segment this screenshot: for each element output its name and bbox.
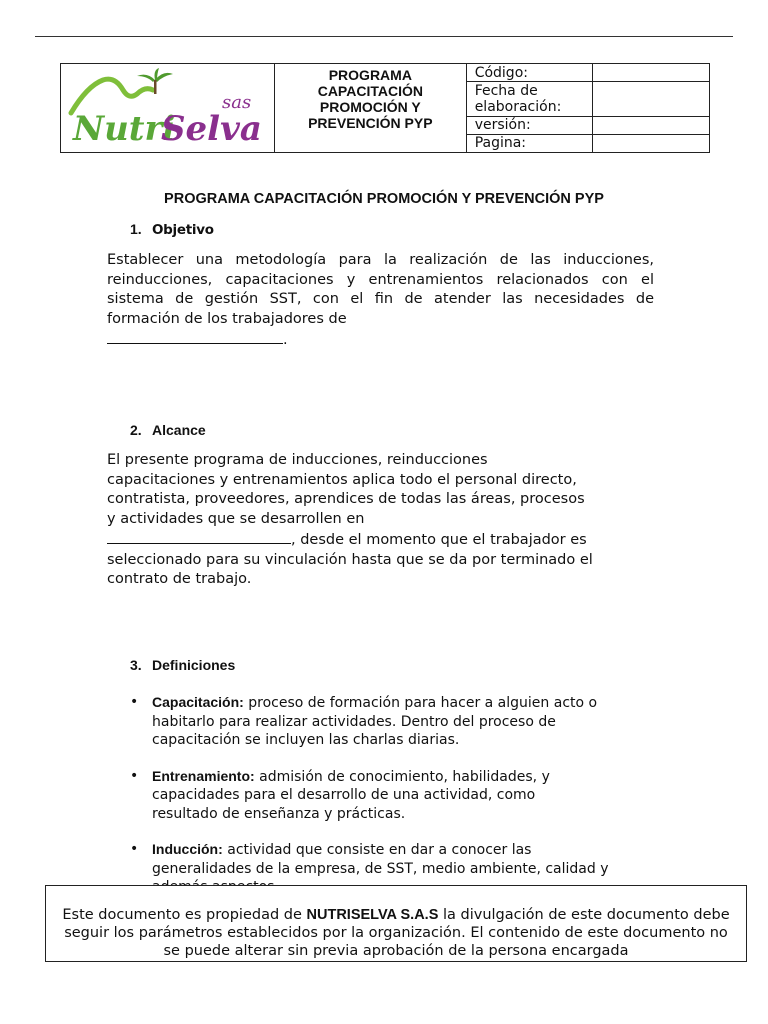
meta-label-codigo: Código: xyxy=(466,64,592,82)
document-header-table xyxy=(60,63,710,153)
section-title: Objetivo xyxy=(152,222,214,238)
alcance-line: capacitaciones y entrenamientos aplica todo el personal directo, xyxy=(107,471,577,488)
header-title xyxy=(275,64,467,153)
svg-text:sas: sas xyxy=(222,92,252,113)
section-heading-objetivo xyxy=(130,221,214,238)
fill-in-blank-line xyxy=(107,329,283,344)
logo-cell xyxy=(61,64,275,153)
bullet-icon: • xyxy=(130,694,139,710)
header-title-line: PREVENCIÓN PYP xyxy=(308,115,433,131)
alcance-line: seleccionado para su vinculación hasta que se da por terminado el xyxy=(107,551,593,568)
meta-label-pagina: Pagina: xyxy=(466,134,592,152)
alcance-line: contrato de trabajo. xyxy=(107,571,252,587)
alcance-paragraph xyxy=(107,451,654,590)
footer-notice-box xyxy=(45,885,747,962)
definition-line: actividad que consiste en dar a conocer las xyxy=(227,842,532,858)
meta-value-pagina xyxy=(592,134,709,152)
document-title: PROGRAMA CAPACITACIÓN PROMOCIÓN Y PREVENCIÓN PYP xyxy=(164,191,604,207)
meta-label-version: versión: xyxy=(466,116,592,134)
definition-line: generalidades de la empresa, de SST, medio ambiente, calidad y xyxy=(152,860,609,877)
definitions-list xyxy=(130,693,650,914)
objetivo-text: Establecer una metodología para la realización de las inducciones, reinducciones, capacitaciones y entrenamientos relacionados con el sistema de gestión SST, con el fin de atender las necesidades de formación de los trabajadores de xyxy=(107,252,654,327)
svg-text:Nutri: Nutri xyxy=(73,109,176,149)
section-number: 2. xyxy=(130,422,142,438)
header-title-line: PROMOCIÓN Y xyxy=(319,99,421,115)
header-title-line: CAPACITACIÓN xyxy=(317,83,423,99)
meta-value-codigo xyxy=(592,64,709,82)
bullet-icon: • xyxy=(130,841,139,857)
header-title-line: PROGRAMA xyxy=(328,67,412,83)
meta-value-version xyxy=(592,116,709,134)
section-title: Alcance xyxy=(152,422,206,438)
objetivo-paragraph xyxy=(107,251,654,351)
definition-line: habitarlo para realizar actividades. Dentro del proceso de xyxy=(152,713,556,730)
definition-line: capacitación se incluyen las charlas diarias. xyxy=(152,732,460,748)
definition-term: Inducción: xyxy=(152,841,223,857)
definition-term: Capacitación: xyxy=(152,694,244,710)
footer-company: NUTRISELVA S.A.S xyxy=(306,907,439,923)
definition-line: admisión de conocimiento, habilidades, y xyxy=(259,768,550,785)
definition-item xyxy=(130,767,650,824)
footer-prefix: Este documento es propiedad de xyxy=(62,907,307,923)
section-heading-alcance xyxy=(130,422,206,438)
alcance-line: contratista, proveedores, aprendices de todas las áreas, procesos xyxy=(107,491,585,507)
footer-rest: la divulgación de este documento debe seguir los parámetros establecidos por la organización. El contenido de este documento no se puede alterar sin previa aprobación de la persona encargada xyxy=(64,907,730,959)
alcance-after-blank: , desde el momento que el trabajador es xyxy=(291,532,587,548)
meta-value-fecha xyxy=(592,82,709,116)
footer-notice-text xyxy=(58,906,734,959)
objetivo-tail: . xyxy=(283,332,288,348)
definition-line: proceso de formación para hacer a alguien acto o xyxy=(248,695,598,711)
meta-label-fecha: Fecha de elaboración: xyxy=(466,82,592,116)
section-number: 3. xyxy=(130,657,142,673)
alcance-line: El presente programa de inducciones, reinducciones xyxy=(107,452,488,468)
section-number: 1. xyxy=(130,221,142,237)
nutriselva-logo xyxy=(61,64,274,152)
logo-graphic xyxy=(67,68,267,148)
fill-in-blank-line xyxy=(107,529,291,544)
definition-line: capacidades para el desarrollo de una actividad, como xyxy=(152,787,536,803)
top-rule xyxy=(35,36,733,37)
definition-item xyxy=(130,693,650,750)
section-heading-definiciones xyxy=(130,657,235,673)
alcance-line: y actividades que se desarrollen en xyxy=(107,510,365,527)
bullet-icon: • xyxy=(130,767,139,784)
svg-text:Selva: Selva xyxy=(161,109,262,149)
section-title: Definiciones xyxy=(152,657,236,673)
definition-term: Entrenamiento: xyxy=(152,767,255,784)
definition-line: resultado de enseñanza y prácticas. xyxy=(152,805,406,822)
